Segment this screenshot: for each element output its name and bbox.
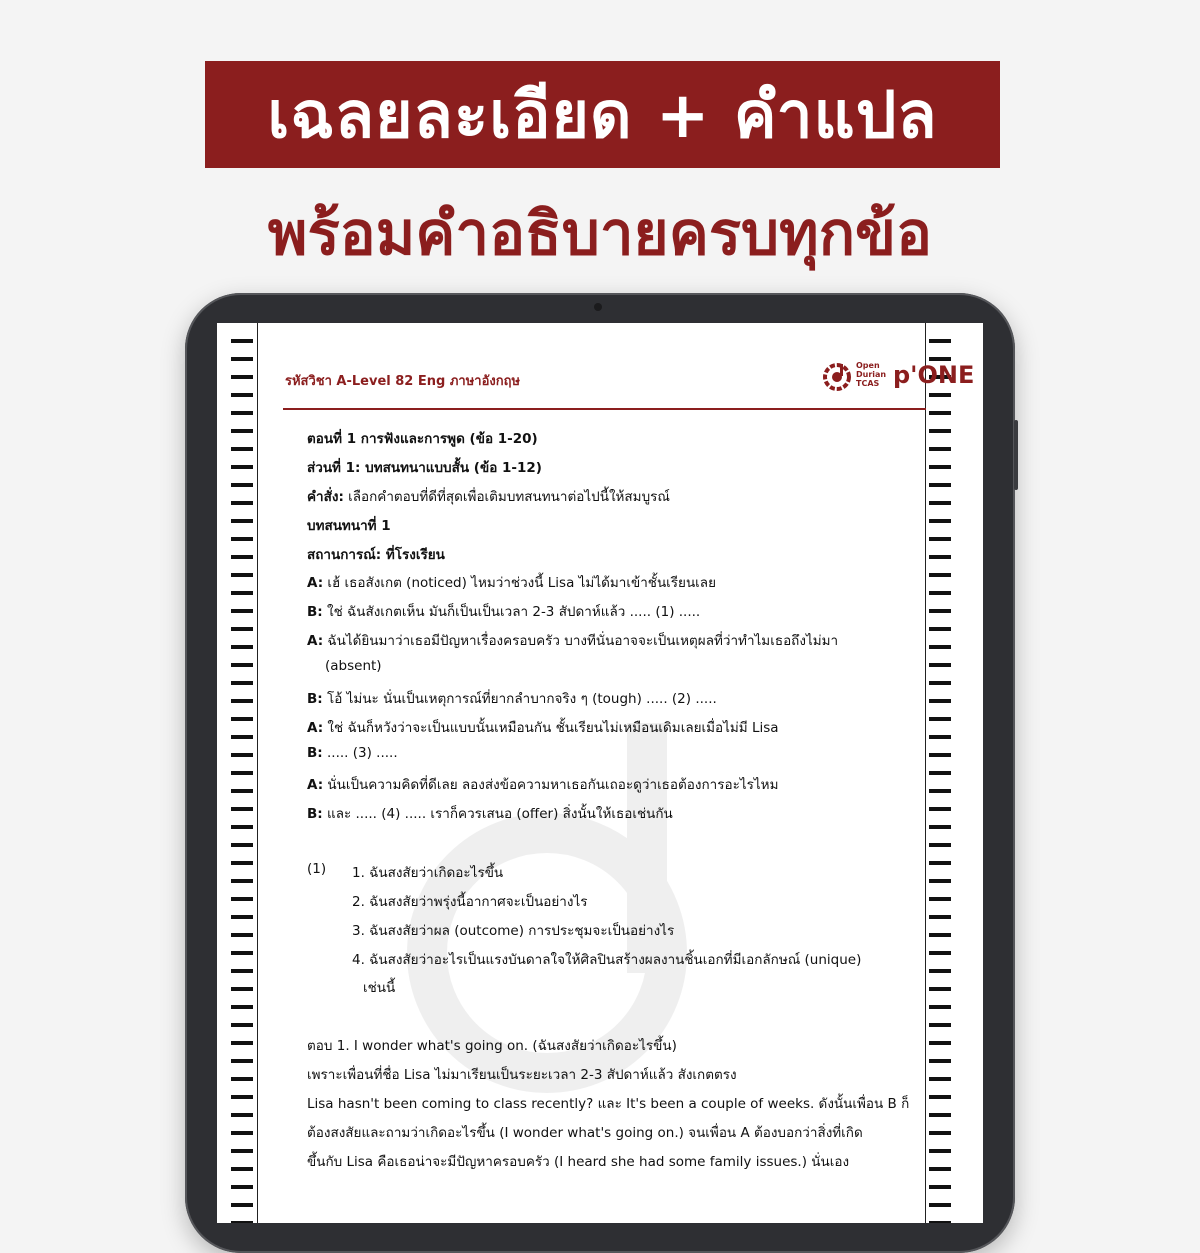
dialogue-line [307,543,445,565]
line-text: ฉันได้ยินมาว่าเธอมีปัญหาเรื่องครอบครัว บางทีนั่นอาจจะเป็นเหตุผลที่ว่าทำไมเธอถึงไม่มา [323,633,839,649]
speaker-label: A: [307,720,324,736]
tablet-screen[interactable] [217,323,983,1223]
answer-choice: 4. ฉันสงสัยว่าอะไรเป็นแรงบันดาลใจให้ศิลปินสร้างผลงานชิ้นเอกที่มีเอกลักษณ์ (unique) [352,952,862,968]
answer-choice: เช่นนี้ [363,980,396,996]
answer-explanation-line: Lisa hasn't been coming to class recently? และ It's been a couple of weeks. ดังนั้นเพื่อน B ก็ [307,1096,910,1112]
line-text: สถานการณ์: ที่โรงเรียน [307,547,445,563]
answer-choice: 2. ฉันสงสัยว่าพรุ่งนี้อากาศจะเป็นอย่างไร [352,894,588,910]
line-text: ตอนที่ 1 การฟังและการพูด (ข้อ 1-20) [307,431,538,447]
headline-title: เฉลยละเอียด + คำแปล [267,78,938,153]
camera-icon [594,303,602,311]
open-durian-logo-icon [822,361,852,391]
speaker-label: A: [307,633,324,649]
speaker-label: B: [307,745,323,761]
question-number: (1) [307,861,327,877]
line-text: นั่นเป็นความคิดที่ดีเลย ลองส่งข้อความหาเธอกันเถอะดูว่าเธอต้องการอะไรไหม [323,777,779,793]
dialogue-line [307,629,838,651]
answer-choice: 1. ฉันสงสัยว่าเกิดอะไรขึ้น [352,865,504,881]
header-divider [283,408,926,410]
line-text: ใช่ ฉันก็หวังว่าจะเป็นแบบนั้นเหมือนกัน ชั้นเรียนไม่เหมือนเดิมเลยเมื่อไม่มี Lisa [323,720,779,736]
dialogue-line [307,745,398,761]
line-text: บทสนทนาที่ 1 [307,518,391,534]
speaker-label: A: [307,575,324,591]
line-text: และ ..... (4) ..... เราก็ควรเสนอ (offer) สิ่งนั้นให้เธอเช่นกัน [322,806,673,822]
dialogue-line [307,600,700,622]
dialogue-line [307,716,779,738]
line-text: เลือกคำตอบที่ดีที่สุดเพื่อเติมบทสนทนาต่อไปนี้ให้สมบูรณ์ [343,489,670,505]
dialogue-line [307,485,670,507]
dialogue-line [307,571,716,593]
subject-code: รหัสวิชา A-Level 82 Eng ภาษาอังกฤษ [285,374,521,389]
pone-logo: p'ONE [893,361,975,389]
subheading: พร้อมคำอธิบายครบทุกข้อ [267,199,933,269]
dialogue-line [307,802,673,824]
line-text: (absent) [325,658,382,674]
side-button [1014,420,1018,490]
headline-banner [205,61,1000,168]
line-text: โอ้ ไม่นะ นั่นเป็นเหตุการณ์ที่ยากลำบากจริง ๆ (tough) ..... (2) ..... [322,691,717,707]
answer-choice: 3. ฉันสงสัยว่าผล (outcome) การประชุมจะเป็นอย่างไร [352,923,675,939]
dialogue-line [307,514,391,536]
answer-explanation-line: ตอบ 1. I wonder what's going on. (ฉันสงสัยว่าเกิดอะไรขึ้น) [307,1038,677,1054]
line-text: ใช่ ฉันสังเกตเห็น มันก็เป็นเป็นเวลา 2-3 สัปดาห์แล้ว ..... (1) ..... [322,604,701,620]
speaker-label: คำสั่ง: [307,489,344,505]
answer-explanation-line: ต้องสงสัยและถามว่าเกิดอะไรขึ้น (I wonder what's going on.) จนเพื่อน A ต้องบอกว่าสิ่งที่เกิด [307,1125,863,1141]
line-text: ..... (3) ..... [322,745,398,761]
dialogue-line [307,456,542,478]
line-text: ส่วนที่ 1: บทสนทนาแบบสั้น (ข้อ 1-12) [307,460,542,476]
speaker-label: B: [307,691,323,707]
dialogue-line [307,427,538,449]
open-durian-wordmark: Open Durian TCAS [856,361,887,388]
speaker-label: B: [307,604,323,620]
document-header [267,323,975,411]
answer-explanation-line: เพราะเพื่อนที่ชื่อ Lisa ไม่มาเรียนเป็นระยะเวลา 2-3 สัปดาห์แล้ว สังเกตตรง [307,1067,737,1083]
line-text: เฮ้ เธอสังเกต (noticed) ไหมว่าช่วงนี้ Lisa ไม่ได้มาเข้าชั้นเรียนเลย [323,575,716,591]
durian-watermark-icon [397,703,737,1123]
dialogue-line [325,658,382,674]
dialogue-line [307,687,717,709]
binder-strip-left [231,323,253,1223]
speaker-label: A: [307,777,324,793]
speaker-label: B: [307,806,323,822]
answer-explanation-line: ขึ้นกับ Lisa คือเธอน่าจะมีปัญหาครอบครัว (I heard she had some family issues.) นั่นเอง [307,1154,850,1170]
dialogue-line [307,773,778,795]
binder-strip-right [929,323,951,1223]
